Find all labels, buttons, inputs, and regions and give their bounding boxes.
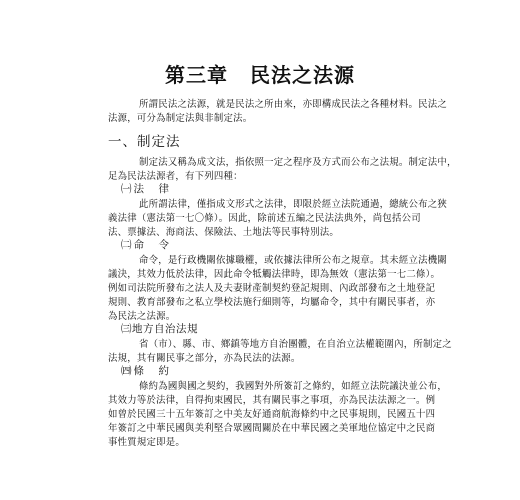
subheading-treaty: ㈣條 約 (121, 365, 171, 377)
section-intro-line: 足為民法法源者，有下列四種： (108, 171, 243, 182)
intro-line: 所謂民法之法源，就是民法之所由來，亦即構成民法之各種材料。民法之 (139, 99, 448, 110)
section-heading: 一、制定法 (108, 134, 181, 150)
subheading-local-regulations: ㈢地方自治法規 (121, 323, 198, 335)
subheading-order: ㈡命 令 (121, 239, 171, 251)
subheading-law: ㈠法 律 (121, 183, 171, 195)
body-line: 例如司法院所發布之法人及夫妻財產制契約登記規則、內政部發布之土地登記 (108, 283, 436, 294)
body-line: 法、票據法、海商法、保險法、土地法等民事特別法。 (108, 227, 340, 238)
body-line: 規則、教育部發布之私立學校法施行細則等，均屬命令，其中有關民事者，亦 (108, 297, 436, 308)
body-line: 事性質規定即是。 (108, 437, 186, 448)
body-line: 此所謂法律，僅指成文形式之法律，即限於經立法院通過，總統公布之狹 (139, 199, 448, 210)
body-line: 年簽訂之中華民國與美利堅合眾國間關於在中華民國之美軍地位協定中之民商 (108, 423, 436, 434)
chapter-name: 民法之法源 (250, 63, 355, 87)
intro-line: 法源，可分為制定法與非制定法。 (108, 113, 253, 124)
chapter-number: 第三章 (165, 63, 228, 87)
body-line: 省（市）、縣、市、鄉鎮等地方自治團體，在自治立法權範圍內，所制定之 (139, 339, 452, 350)
chapter-title (0, 62, 520, 88)
body-line: 條約為國與國之契約，我國對外所簽訂之條約，如經立法院議決並公布， (139, 381, 448, 392)
body-line: 如曾於民國三十五年簽訂之中美友好通商航海條約中之民事規則，民國五十四 (108, 409, 436, 420)
body-line: 命令，是行政機關依據職權，或依據法律所公布之規章。其未經立法機關 (139, 255, 448, 266)
body-line: 為民法之法源。 (108, 311, 176, 322)
body-line: 義法律（憲法第一七〇條）。因此，除前述五編之民法法典外，尚包括公司 (108, 213, 421, 224)
section-intro-line: 制定法又稱為成文法，指依照一定之程序及方式而公布之法規。制定法中， (139, 157, 457, 168)
body-line: 其效力等於法律，自得拘束國民，其有關民事之事項，亦為民法法源之一。例 (108, 395, 436, 406)
body-line: 法規，其有關民事之部分，亦為民法的法源。 (108, 353, 301, 364)
body-line: 議決，其效力低於法律，因此命令牴觸法律時，即為無效（憲法第一七二條）。 (108, 269, 441, 280)
